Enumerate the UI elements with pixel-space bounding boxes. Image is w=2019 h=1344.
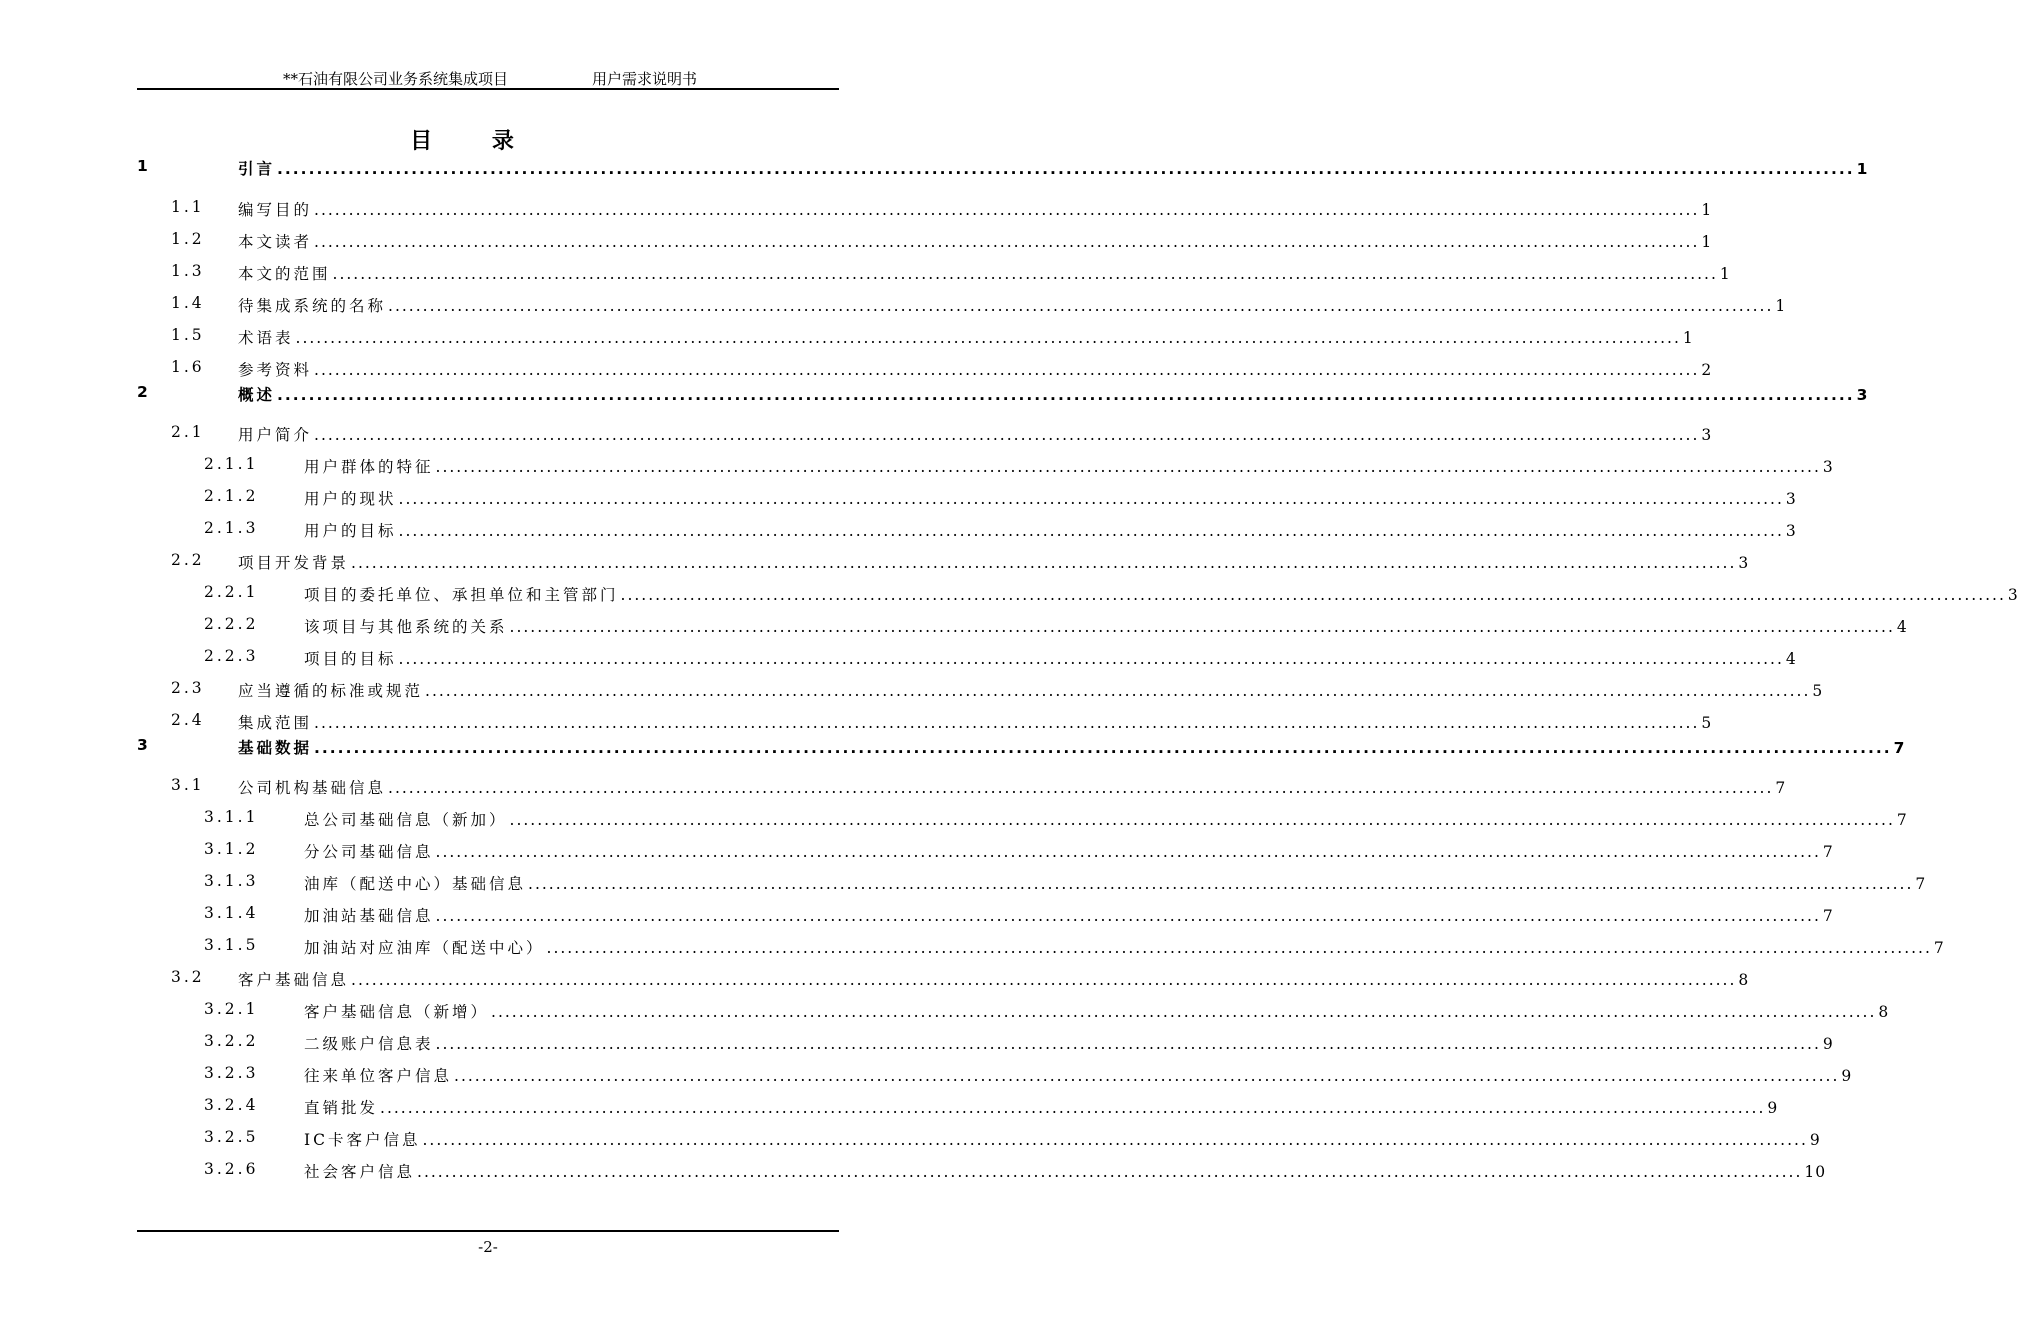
toc-entry[interactable] [0,711,1713,735]
toc-entry-page: 1 [1856,160,1869,178]
toc-entry-number: 1.4 [171,294,205,312]
toc-entry-label: 加油站基础信息 [304,907,434,925]
toc-entry-label: 本文的范围 [238,265,331,283]
toc-entry[interactable] [0,551,1750,575]
toc-leader-dots: ........................................................................................................................................................................................................ [509,618,1895,636]
toc-leader-dots: ........................................................................................................................................................................................................ [314,361,1700,379]
toc-entry-number: 1.1 [171,198,205,216]
toc-entry-label: IC卡客户信息 [304,1131,421,1149]
toc-entry[interactable] [0,455,1834,479]
toc-leader-dots: ........................................................................................................................................................................................................ [620,586,2006,604]
toc-entry[interactable] [0,615,1908,639]
toc-entry-number: 1.2 [171,230,205,248]
toc-entry-number: 2.2.2 [204,615,259,633]
toc-leader-dots: ........................................................................................................................................................................................................ [528,875,1914,893]
toc-entry-label: 项目开发背景 [238,554,350,572]
toc-entry[interactable] [0,872,1927,896]
toc-leader-dots: ........................................................................................................................................................................................................ [422,1131,1808,1149]
toc-entry-page: 7 [1915,875,1927,893]
toc-entry[interactable] [0,736,1906,760]
toc-entry[interactable] [0,776,1787,800]
toc-leader-dots: ........................................................................................................................................................................................................ [380,1099,1766,1117]
toc-entry-page: 7 [1775,779,1787,797]
toc-entry[interactable] [0,904,1834,928]
toc-leader-dots: ........................................................................................................................................................................................................ [314,233,1700,251]
toc-entry[interactable] [0,1096,1779,1120]
toc-leader-dots: ........................................................................................................................................................................................................ [277,160,1855,178]
toc-entry-label: 往来单位客户信息 [304,1067,453,1085]
toc-entry-page: 1 [1719,265,1731,283]
toc-entry-label: 编写目的 [238,201,313,219]
toc-entry-page: 1 [1701,233,1713,251]
toc-leader-dots: ........................................................................................................................................................................................................ [435,843,1821,861]
toc-entry-label: 二级账户信息表 [304,1035,434,1053]
toc-entry-number: 2.1.3 [204,519,259,537]
toc-title: 目 录 [410,129,540,154]
toc-entry-number: 3.2.6 [204,1160,259,1178]
toc-entry-label: 分公司基础信息 [304,843,434,861]
toc-entry[interactable] [0,519,1797,543]
toc-entry-number: 2.2.3 [204,647,259,665]
toc-entry[interactable] [0,1128,1821,1152]
toc-entry[interactable] [0,936,1945,960]
toc-entry-number: 3.1 [171,776,205,794]
toc-entry[interactable] [0,679,1824,703]
toc-entry-number: 3.2.3 [204,1064,259,1082]
toc-entry-label: 术语表 [238,329,294,347]
toc-entry-page: 10 [1804,1163,1827,1181]
toc-entry-page: 7 [1896,811,1908,829]
toc-leader-dots: ........................................................................................................................................................................................................ [277,386,1855,404]
toc-entry[interactable] [0,583,2019,607]
toc-entry[interactable] [0,487,1797,511]
toc-entry-page: 3 [1701,426,1713,444]
toc-leader-dots: ........................................................................................................................................................................................................ [435,907,1821,925]
toc-entry-page: 3 [2007,586,2019,604]
toc-entry-label: 用户的目标 [304,522,397,540]
toc-entry-page: 7 [1933,939,1945,957]
toc-entry-page: 4 [1896,618,1908,636]
toc-leader-dots: ........................................................................................................................................................................................................ [388,779,1774,797]
toc-entry-page: 9 [1841,1067,1853,1085]
toc-entry[interactable] [0,157,1869,181]
toc-entry-page: 3 [1822,458,1834,476]
toc-leader-dots: ........................................................................................................................................................................................................ [509,811,1895,829]
toc-leader-dots: ........................................................................................................................................................................................................ [546,939,1932,957]
toc-entry-label: 社会客户信息 [304,1163,416,1181]
toc-entry-label: 项目的目标 [304,650,397,668]
toc-entry-number: 3 [137,736,151,754]
toc-entry-label: 用户的现状 [304,490,397,508]
toc-entry-page: 1 [1775,297,1787,315]
toc-entry-number: 2.2 [171,551,205,569]
header-project-title: **石油有限公司业务系统集成项目 [283,70,509,88]
toc-entry-label: 用户群体的特征 [304,458,434,476]
toc-entry-number: 3.2.1 [204,1000,259,1018]
toc-entry-label: 基础数据 [238,739,313,757]
toc-entry-label: 总公司基础信息（新加） [304,811,508,829]
toc-entry-page: 1 [1701,201,1713,219]
toc-entry-number: 2.3 [171,679,205,697]
toc-entry-label: 客户基础信息 [238,971,350,989]
toc-leader-dots: ........................................................................................................................................................................................................ [314,426,1700,444]
toc-entry-label: 加油站对应油库（配送中心） [304,939,545,957]
toc-entry[interactable] [0,1064,1853,1088]
toc-leader-dots: ........................................................................................................................................................................................................ [295,329,1681,347]
toc-entry-page: 9 [1767,1099,1779,1117]
toc-entry-label: 待集成系统的名称 [238,297,387,315]
toc-leader-dots: ........................................................................................................................................................................................................ [454,1067,1840,1085]
toc-entry-number: 2.2.1 [204,583,259,601]
toc-entry-page: 3 [1856,386,1869,404]
toc-entry-number: 3.1.4 [204,904,259,922]
toc-leader-dots: ........................................................................................................................................................................................................ [398,650,1784,668]
toc-entry-page: 7 [1822,843,1834,861]
toc-leader-dots: ........................................................................................................................................................................................................ [332,265,1718,283]
toc-entry-label: 公司机构基础信息 [238,779,387,797]
toc-leader-dots: ........................................................................................................................................................................................................ [417,1163,1803,1181]
toc-entry-number: 3.1.2 [204,840,259,858]
toc-leader-dots: ........................................................................................................................................................................................................ [314,201,1700,219]
toc-entry-number: 3.2 [171,968,205,986]
toc-leader-dots: ........................................................................................................................................................................................................ [491,1003,1877,1021]
toc-entry-label: 直销批发 [304,1099,379,1117]
toc-entry[interactable] [0,808,1908,832]
page-header [137,66,839,90]
toc-leader-dots: ........................................................................................................................................................................................................ [314,714,1700,732]
toc-leader-dots: ........................................................................................................................................................................................................ [314,739,1892,757]
toc-entry-number: 2 [137,383,151,401]
toc-entry-number: 2.1.1 [204,455,259,473]
toc-entry[interactable] [0,1032,1834,1056]
toc-leader-dots: ........................................................................................................................................................................................................ [435,1035,1821,1053]
toc-entry-number: 3.2.2 [204,1032,259,1050]
toc-entry-label: 参考资料 [238,361,313,379]
toc-leader-dots: ........................................................................................................................................................................................................ [398,522,1784,540]
toc-entry-page: 3 [1785,522,1797,540]
toc-entry-label: 本文读者 [238,233,313,251]
toc-leader-dots: ........................................................................................................................................................................................................ [435,458,1821,476]
toc-entry[interactable] [0,1160,1827,1184]
toc-entry-number: 1.5 [171,326,205,344]
toc-entry-label: 概述 [238,386,276,404]
toc-entry-page: 8 [1738,971,1750,989]
toc-entry-number: 2.1 [171,423,205,441]
toc-entry[interactable] [0,383,1869,407]
toc-entry-page: 7 [1822,907,1834,925]
toc-entry-number: 3.1.5 [204,936,259,954]
toc-entry-page: 9 [1822,1035,1834,1053]
toc-entry-label: 该项目与其他系统的关系 [304,618,508,636]
toc-entry-page: 4 [1785,650,1797,668]
toc-leader-dots: ........................................................................................................................................................................................................ [351,554,1737,572]
header-document-title: 用户需求说明书 [592,70,698,88]
toc-entry-page: 9 [1809,1131,1821,1149]
toc-entry[interactable] [0,423,1713,447]
toc-entry-label: 引言 [238,160,276,178]
toc-entry-number: 3.2.4 [204,1096,259,1114]
toc-entry-page: 3 [1738,554,1750,572]
toc-entry[interactable] [0,326,1694,350]
toc-entry-number: 3.1.1 [204,808,259,826]
toc-entry-number: 2.4 [171,711,205,729]
toc-leader-dots: ........................................................................................................................................................................................................ [398,490,1784,508]
toc-entry-page: 1 [1682,329,1694,347]
toc-entry-page: 7 [1893,739,1906,757]
page-number: -2- [478,1238,498,1256]
toc-entry-page: 8 [1878,1003,1890,1021]
toc-leader-dots: ........................................................................................................................................................................................................ [388,297,1774,315]
toc-entry[interactable] [0,968,1750,992]
toc-entry-page: 2 [1701,361,1713,379]
toc-entry[interactable] [0,198,1713,222]
toc-entry-number: 3.1.3 [204,872,259,890]
toc-leader-dots: ........................................................................................................................................................................................................ [351,971,1737,989]
toc-entry-label: 项目的委托单位、承担单位和主管部门 [304,586,619,604]
toc-entry[interactable] [0,262,1731,286]
toc-entry-number: 1 [137,157,151,175]
toc-entry-number: 2.1.2 [204,487,259,505]
toc-entry[interactable] [0,1000,1890,1024]
toc-entry-page: 5 [1701,714,1713,732]
toc-entry-label: 客户基础信息（新增） [304,1003,490,1021]
toc-entry-number: 3.2.5 [204,1128,259,1146]
toc-entry-page: 5 [1812,682,1824,700]
toc-entry[interactable] [0,358,1713,382]
toc-entry-number: 1.3 [171,262,205,280]
toc-entry[interactable] [0,294,1787,318]
toc-entry-number: 1.6 [171,358,205,376]
toc-entry-label: 应当遵循的标准或规范 [238,682,424,700]
toc-entry[interactable] [0,647,1797,671]
toc-entry-label: 用户简介 [238,426,313,444]
toc-entry-label: 集成范围 [238,714,313,732]
toc-entry-label: 油库（配送中心）基础信息 [304,875,527,893]
toc-entry[interactable] [0,840,1834,864]
toc-entry-page: 3 [1785,490,1797,508]
page-footer [137,1230,839,1256]
toc-entry[interactable] [0,230,1713,254]
toc-leader-dots: ........................................................................................................................................................................................................ [425,682,1811,700]
